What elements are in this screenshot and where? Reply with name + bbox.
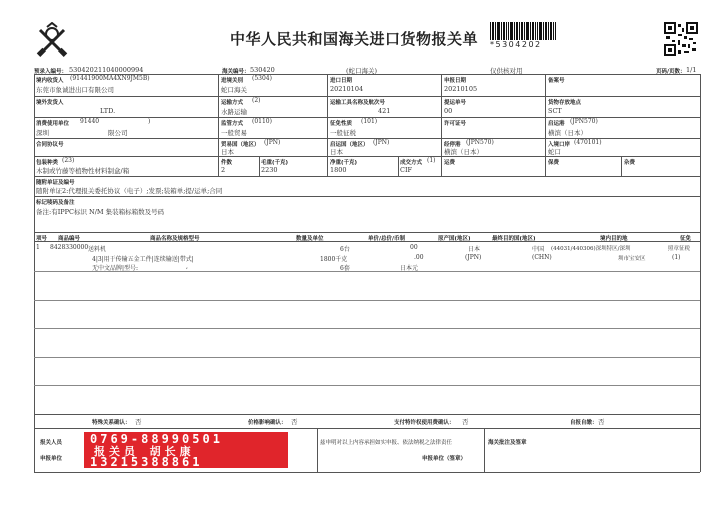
consignee-code: (91441900MA4XN9JM5B) [70, 75, 150, 82]
goods-header-name: 商品名称及规格型号 [150, 236, 200, 242]
supervision-value: 一般贸易 [221, 129, 247, 137]
levy-nature-value: 一般征税 [330, 129, 356, 137]
transport-code: (2) [252, 97, 261, 104]
stamp-phone: 0769-88990501 [90, 432, 223, 446]
goods-no: 1 [36, 244, 40, 251]
transport-label: 运输方式 [221, 100, 244, 106]
bill-label: 提运单号 [444, 100, 467, 106]
goods-name: 送料机 [88, 246, 107, 253]
stamp-declarant-name: 报关员 胡长康 [94, 445, 195, 458]
consignor-label: 境外发货人 [36, 100, 64, 106]
package-type-value: 木制或竹藤等植物性材料制盒/箱 [36, 167, 130, 175]
marks-value: 备注:有IPPC标识 N/M 集装箱标箱数及号码 [36, 208, 165, 216]
license-label: 许可证号 [444, 121, 467, 127]
goods-header-price: 单价/总价/币制 [368, 236, 406, 242]
goods-header-dest: 最终目的国(地区) [492, 236, 536, 242]
entry-port-code: (5304) [252, 75, 272, 82]
customs-number: 530420 [250, 66, 275, 74]
declarant-unit-label: 申报单位 [40, 456, 63, 462]
goods-qty-3: 6套 [340, 265, 350, 272]
import-date-label: 进口日期 [330, 78, 353, 84]
departure-port-value: 横滨（日本） [548, 129, 587, 137]
customs-emblem-icon [34, 22, 70, 58]
goods-brand-model: , [186, 263, 188, 270]
pieces-label: 件数 [221, 160, 233, 166]
levy-nature-code: (101) [361, 118, 378, 125]
misc-fee-label: 杂费 [624, 160, 636, 166]
entry-port-value: 蛇口海关 [221, 86, 247, 94]
barcode-number: *5304202 [490, 40, 542, 49]
consumer-code: 91440 [80, 118, 100, 125]
marks-label: 标记唛码及备注 [36, 200, 75, 206]
consumer-company: 限公司 [108, 129, 128, 137]
declarant-stamp [84, 432, 288, 468]
declare-date-label: 申报日期 [444, 78, 467, 84]
entry-border-value: 蛇口 [548, 148, 561, 156]
declarant-person-label: 报关人员 [40, 440, 63, 446]
consumer-city: 深圳 [36, 129, 49, 137]
royalty-value: 否 [462, 418, 469, 426]
bill-value: 00 [444, 107, 453, 115]
attached-docs-label: 随附单证及编号 [36, 180, 75, 186]
deal-mode-label: 成交方式 [400, 160, 423, 166]
gross-weight-value: 2230 [261, 166, 278, 174]
package-type-code: (23) [62, 157, 75, 164]
barcode [490, 22, 556, 40]
consignor-value: LTD. [100, 107, 116, 115]
attached-docs-value: 随附单证2:代理报关委托协议（电子）;发票;装箱单;提/运单;合同 [36, 187, 223, 195]
goods-origin-code: (JPN) [465, 254, 482, 261]
origin-country-code: (JPN) [373, 139, 390, 146]
supervision-label: 监管方式 [221, 121, 244, 127]
consumer-paren: ) [148, 118, 151, 125]
trade-country-code: (JPN) [264, 139, 281, 146]
qr-code-icon [664, 22, 698, 56]
origin-country-label: 启运国（地区） [330, 142, 369, 148]
goods-domestic-2: 圳市宝安区 [618, 256, 646, 262]
goods-code: 8428330000 [50, 244, 89, 251]
package-type-label: 包装种类 [36, 160, 59, 166]
goods-dest-code: (CHN) [532, 254, 552, 261]
consignee-name: 东莞市象诚进出口有限公司 [36, 86, 114, 94]
gross-weight-label: 毛重(千克) [261, 160, 289, 166]
goods-levy-code: (1) [672, 254, 681, 261]
seal-label: 申报单位（签章） [422, 456, 467, 462]
entry-border-label: 入境口岸 [548, 142, 571, 148]
pre-entry-number: 530420211040000994 [69, 66, 144, 74]
goods-header-domestic: 境内目的地 [600, 236, 628, 242]
net-weight-value: 1800 [330, 166, 347, 174]
goods-domestic: (44031/440306)深圳特区/深圳 [551, 246, 631, 252]
royalty-label: 支付特许权使用费确认： [394, 420, 455, 426]
goods-spec: 4|3|用于传输五金工件|连续输送|带式| [92, 256, 194, 263]
document-title: 中华人民共和国海关进口货物报关单 [230, 30, 479, 48]
net-weight-label: 净重(千克) [330, 160, 358, 166]
goods-header-code: 商品编号 [58, 236, 81, 242]
goods-header-origin: 原产国(地区) [438, 236, 471, 242]
deal-mode-value: CIF [400, 166, 413, 174]
supervision-code: (0110) [252, 118, 272, 125]
customs-note-label: 海关批注及签章 [488, 440, 527, 446]
storage-label: 货物存放地点 [548, 100, 582, 106]
consumer-label: 消费使用单位 [36, 121, 70, 127]
price-influence-value: 否 [291, 418, 298, 426]
declare-date: 20210105 [444, 85, 478, 93]
legal-statement: 兹申明对以上内容承担如实申报、依法纳税之法律责任 [320, 440, 453, 446]
special-relation-value: 否 [135, 418, 142, 426]
goods-currency: 日本元 [400, 265, 419, 272]
goods-qty-2: 1800千克 [320, 256, 348, 263]
goods-origin: 日本 [468, 246, 481, 253]
insurance-label: 保费 [548, 160, 560, 166]
self-declare-label: 自报自缴： [570, 420, 598, 426]
entry-port-label: 进境关别 [221, 78, 244, 84]
price-influence-label: 价格影响确认： [248, 420, 287, 426]
vehicle-label: 运输工具名称及航次号 [330, 100, 386, 106]
goods-dest: 中国 [532, 246, 545, 253]
special-relation-label: 特殊关系确认： [92, 420, 131, 426]
trade-country-value: 日本 [221, 148, 234, 156]
via-port-value: 横滨（日本） [444, 148, 483, 156]
departure-port-code: (JPN570) [570, 118, 598, 125]
freight-label: 运费 [444, 160, 456, 166]
copy-note: 仅供核对用 [490, 67, 523, 75]
transport-value: 水路运输 [221, 108, 247, 116]
trade-country-label: 贸易国（地区） [221, 142, 260, 148]
goods-brand: 无中文品牌|型号: [92, 265, 139, 272]
goods-header-qty: 数量及单位 [296, 236, 324, 242]
stamp-mobile: 13215388861 [90, 455, 203, 469]
pieces-value: 2 [221, 166, 226, 174]
departure-port-label: 启运港 [548, 121, 565, 127]
goods-qty-1: 6台 [340, 246, 350, 253]
via-port-code: (JPN570) [466, 139, 494, 146]
goods-unit-price: 00 [410, 244, 418, 251]
goods-total-price: .00 [414, 254, 424, 261]
via-port-label: 经停港 [444, 142, 461, 148]
storage-value: SCT [548, 107, 562, 115]
page-value: 1/1 [686, 66, 697, 74]
levy-nature-label: 征免性质 [330, 121, 353, 127]
record-no-label: 备案号 [548, 78, 565, 84]
import-date: 20210104 [330, 85, 364, 93]
deal-mode-code: (1) [427, 157, 436, 164]
customs-port-paren: (蛇口海关) [346, 67, 378, 75]
goods-levy: 照章征税 [668, 246, 691, 252]
pre-entry-label: 预录入编号： [34, 69, 68, 75]
contract-label: 合同协议号 [36, 142, 64, 148]
consignee-label: 境内收货人 [36, 78, 64, 84]
vehicle-value: 421 [378, 107, 391, 115]
goods-header-no: 项号 [36, 236, 48, 242]
origin-country-value: 日本 [330, 148, 343, 156]
self-declare-value: 否 [598, 418, 605, 426]
entry-border-code: (470101) [574, 139, 602, 146]
customs-number-label: 海关编号： [222, 69, 250, 75]
goods-header-levy: 征免 [680, 236, 692, 242]
page-label: 页码/页数： [656, 69, 686, 75]
